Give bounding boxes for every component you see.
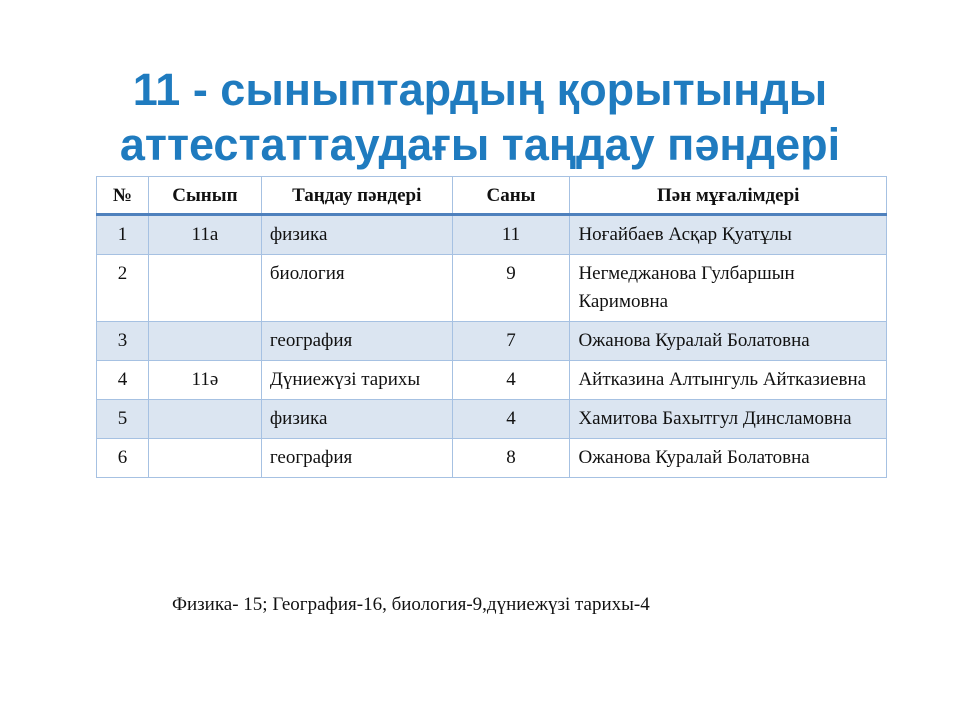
cell-number: 3 (97, 322, 149, 361)
table-row (97, 255, 887, 322)
cell-teacher: Ноғайбаев Асқар Қуатұлы (570, 215, 887, 255)
cell-number: 4 (97, 361, 149, 400)
header-elective-subjects: Таңдау пәндері (261, 177, 452, 215)
slide-title-line-2: аттестаттаудағы таңдау пәндері (119, 119, 841, 171)
cell-number: 2 (97, 255, 149, 322)
cell-number: 6 (97, 439, 149, 478)
subject-totals-summary: Физика- 15; География-16, биология-9,дүниежүзі тарихы-4 (172, 594, 650, 615)
cell-count: 4 (452, 400, 570, 439)
cell-teacher: Ожанова Куралай Болатовна (570, 322, 887, 361)
cell-class (148, 322, 261, 361)
cell-count: 8 (452, 439, 570, 478)
cell-subject: география (261, 439, 452, 478)
cell-class (148, 255, 261, 322)
cell-number: 5 (97, 400, 149, 439)
cell-teacher: Хамитова Бахытгул Динсламовна (570, 400, 887, 439)
table-row (97, 215, 887, 255)
cell-count: 7 (452, 322, 570, 361)
cell-class: 11ә (148, 361, 261, 400)
cell-count: 9 (452, 255, 570, 322)
header-teachers: Пән мұғалімдері (570, 177, 887, 215)
cell-class (148, 439, 261, 478)
cell-subject: биология (261, 255, 452, 322)
cell-subject: Дүниежүзі тарихы (261, 361, 452, 400)
cell-class (148, 400, 261, 439)
table-row (97, 361, 887, 400)
cell-subject: физика (261, 400, 452, 439)
header-class: Сынып (148, 177, 261, 215)
cell-number: 1 (97, 215, 149, 255)
subjects-table (96, 176, 887, 478)
cell-subject: география (261, 322, 452, 361)
table-header-row (97, 177, 887, 215)
cell-teacher: Негмеджанова Гулбаршын Каримовна (570, 255, 887, 322)
cell-subject: физика (261, 215, 452, 255)
slide-title (20, 62, 940, 172)
table-row (97, 439, 887, 478)
table-row (97, 322, 887, 361)
cell-count: 4 (452, 361, 570, 400)
table-row (97, 400, 887, 439)
cell-teacher: Ожанова Куралай Болатовна (570, 439, 887, 478)
cell-count: 11 (452, 215, 570, 255)
cell-teacher: Айтказина Алтынгуль Айтказиевна (570, 361, 887, 400)
cell-class: 11а (148, 215, 261, 255)
header-number: № (97, 177, 149, 215)
slide-title-line-1: 11 - сыныптардың қорытынды (132, 64, 828, 116)
header-count: Саны (452, 177, 570, 215)
